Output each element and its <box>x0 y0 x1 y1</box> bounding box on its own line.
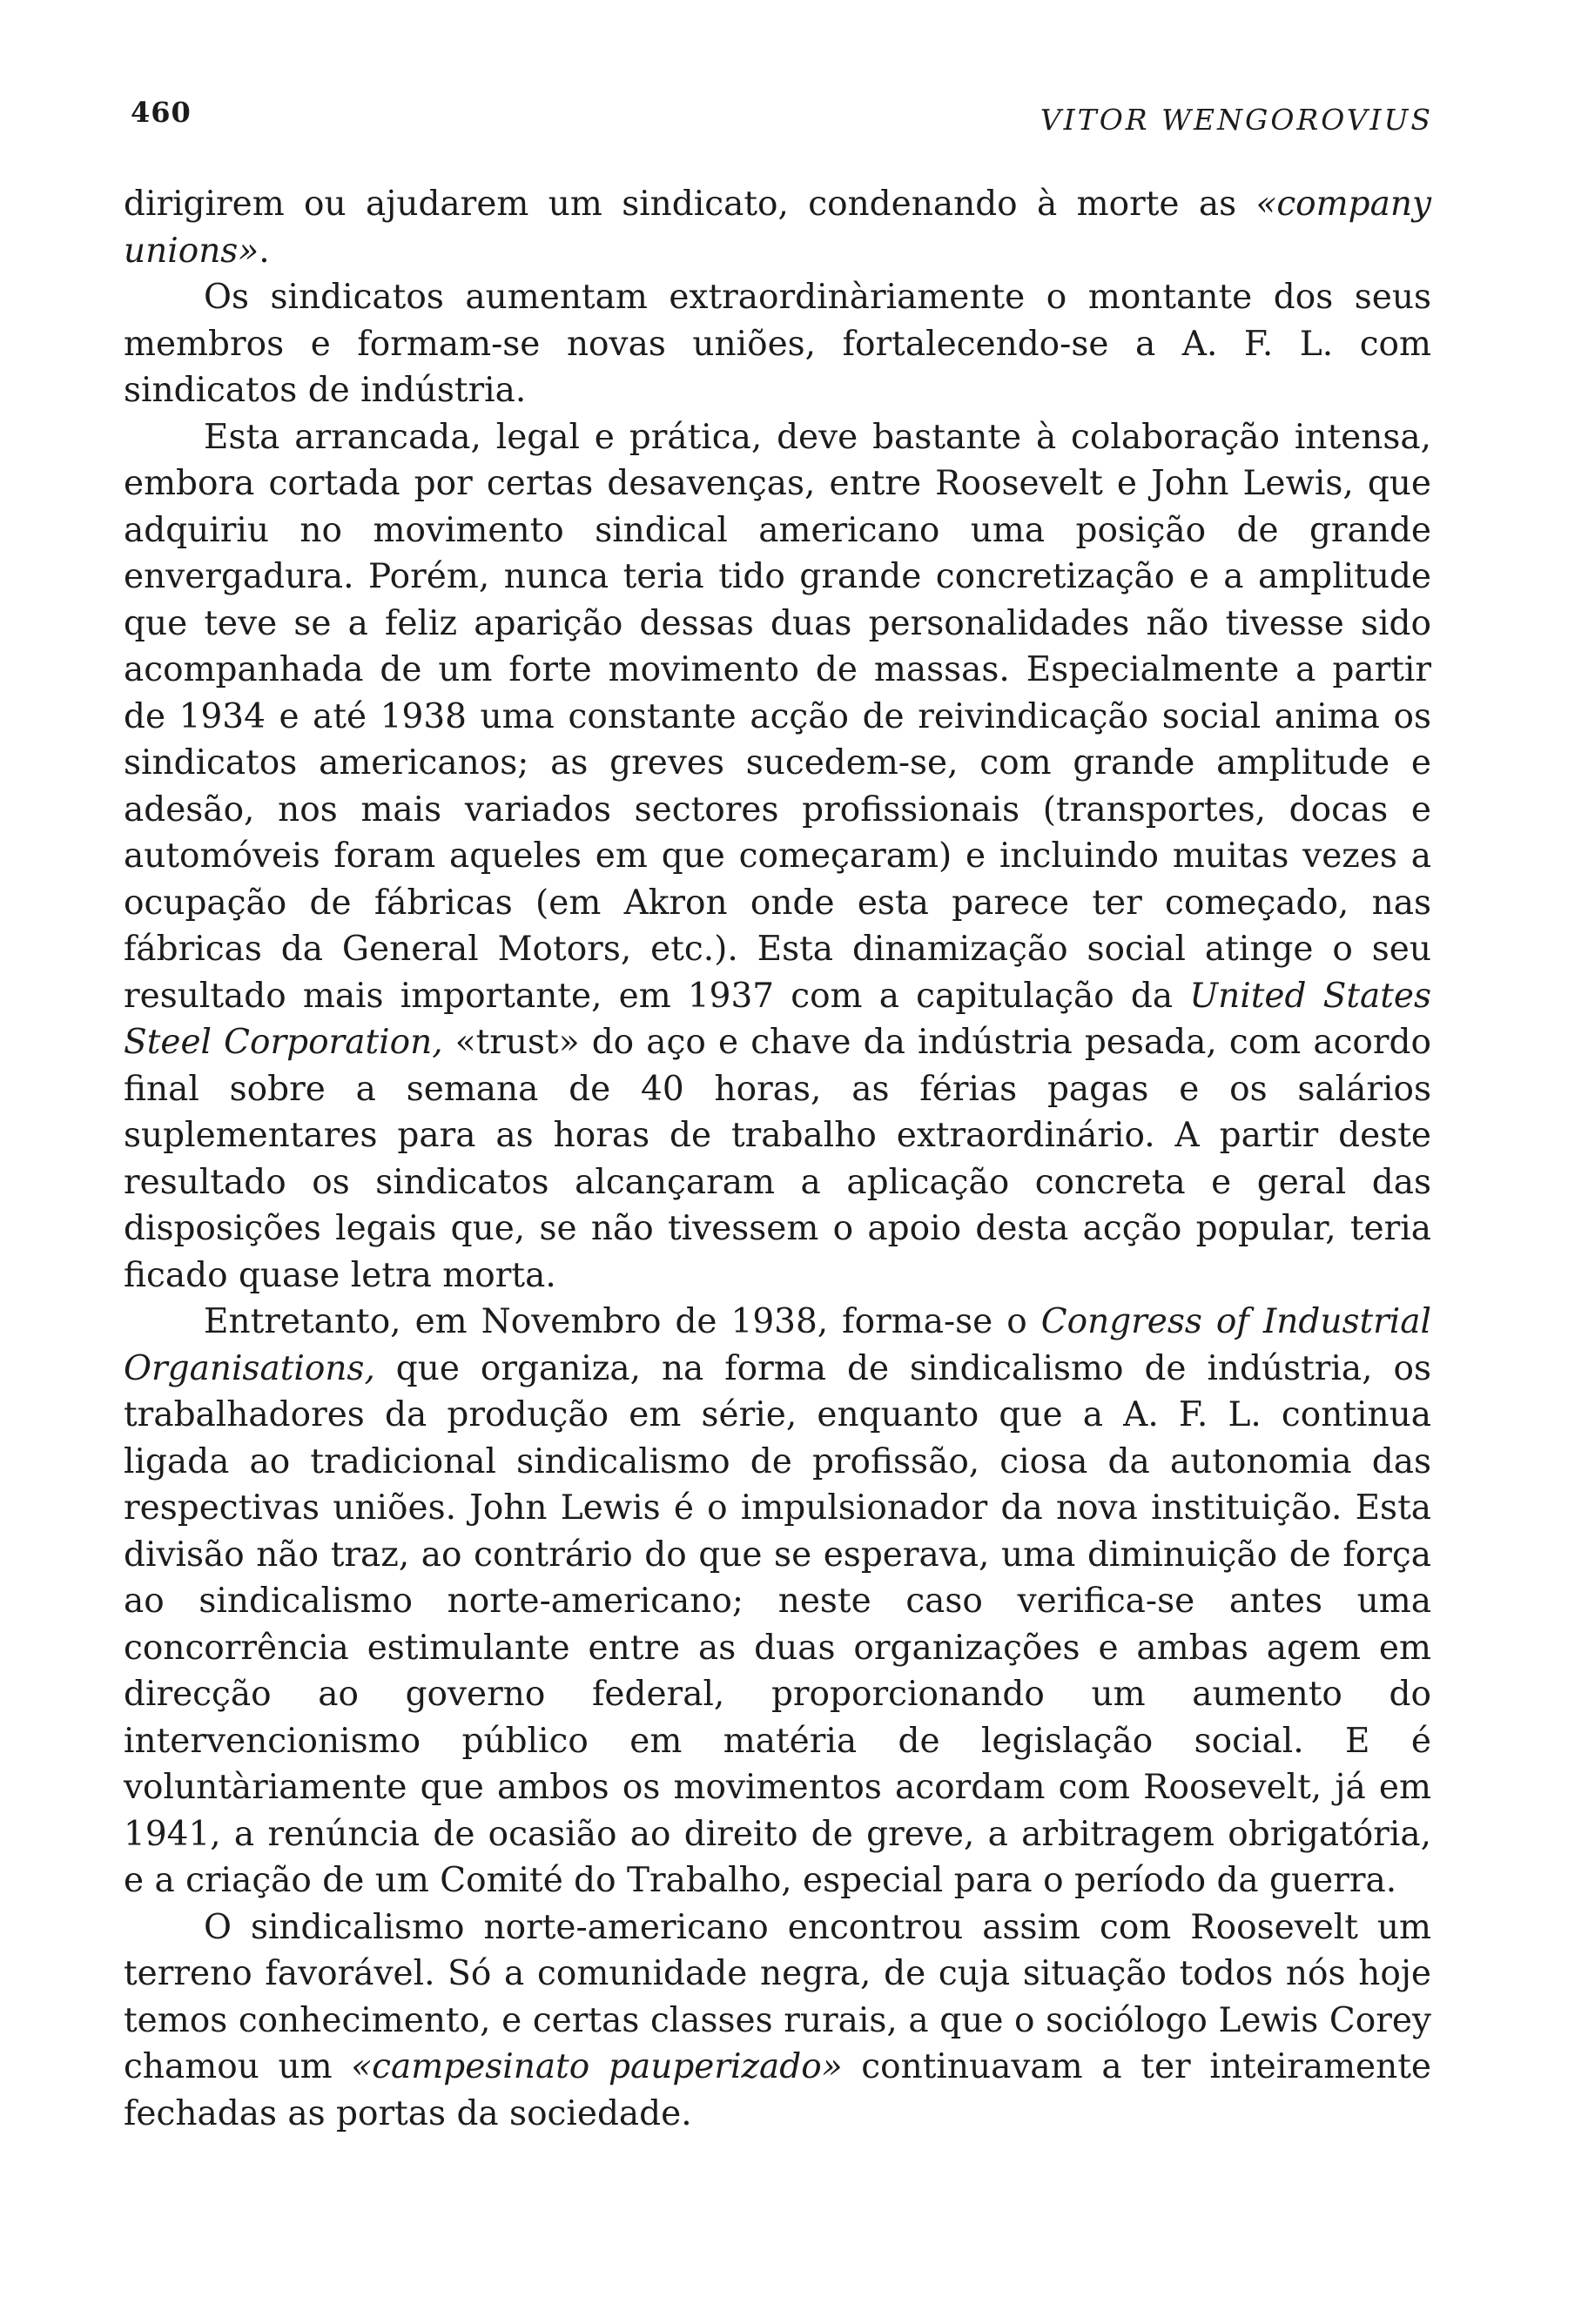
body-text <box>124 181 1431 2137</box>
paragraph-4 <box>124 1299 1431 1904</box>
text-segment-italic: «company unions» <box>124 185 1431 271</box>
text-segment: dirigirem ou ajudarem um sindicato, condenando à morte as <box>124 185 1256 224</box>
text-segment: O sindicalismo norte-americano encontrou assim com Roosevelt um terreno favorável. Só a comunidade negra, de cuja situação todos nós hoje temos conhecimento, e certas classes rurais, a que o sociólogo Lewis Corey chamou um <box>124 1907 1431 2086</box>
text-segment: que organiza, na forma de sindicalismo de indústria, os trabalhadores da produção em série, enquanto que a A. F. L. continua ligada ao tradicional sindicalismo de profissão, ciosa da autonomia das respectivas uniões. John Lewis é o impulsionador da nova instituição. Esta divisão não traz, ao contrário do que se esperava, uma diminuição de força ao sindicalismo norte-americano; neste caso verifica-se antes uma concorrência estimulante entre as duas organizações e ambas agem em direcção ao governo federal, proporcionando um aumento do intervencionismo público em matéria de legislação social. E é voluntàriamente que ambos os movimentos acordam com Roosevelt, já em 1941, a renúncia de ocasião ao direito de greve, a arbitragem obrigatória, e a criação de um Comité do Trabalho, especial para o período da guerra. <box>124 1348 1431 1900</box>
text-segment: continuavam a ter inteiramente fechadas as portas da sociedade. <box>124 2047 1432 2133</box>
text-segment: Esta arrancada, legal e prática, deve bastante à colaboração intensa, embora cortada por certas desavenças, entre Roosevelt e John Lewis, que adquiriu no movimento sindical americano uma posição de grande envergadura. Porém, nunca teria tido grande concretização e a amplitude que teve se a feliz aparição dessas duas personalidades não tivesse sido acompanhada de um forte movimento de massas. Especialmente a partir de 1934 e até 1938 uma constante acção de reivindicação social anima os sindicatos americanos; as greves sucedem-se, com grande amplitude e adesão, nos mais variados sectores profissionais (transportes, docas e automóveis foram aqueles em que começaram) e incluindo muitas vezes a ocupação de fábricas (em Akron onde esta parece ter começado, nas fábricas da General Motors, etc.). Esta dinamização social atinge o seu resultado mais importante, em 1937 com a capitulação da <box>124 417 1431 1016</box>
paragraph-1 <box>124 181 1431 274</box>
text-segment: Os sindicatos aumentam extraordinàriamente o montante dos seus membros e formam-se novas uniões, fortalecendo-se a A. F. L. com sindicatos de indústria. <box>124 278 1431 410</box>
page-number: 460 <box>131 96 192 129</box>
text-segment-italic: United States Steel Corporation, <box>124 976 1432 1062</box>
paragraph-5 <box>124 1904 1431 2138</box>
text-segment: . <box>259 231 270 271</box>
text-segment: «trust» do aço e chave da indústria pesada, com acordo final sobre a semana de 40 horas, as férias pagas e os salários suplementares para as horas de trabalho extraordinário. A partir deste resultado os sindicatos alcançaram a aplicação concreta e geral das disposições legais que, se não tivessem o apoio desta acção popular, teria ficado quase letra morta. <box>124 1023 1431 1295</box>
text-segment-italic: «campesinato pauperizado» <box>351 2047 843 2086</box>
paragraph-3 <box>124 414 1431 1300</box>
paragraph-2 <box>124 274 1431 414</box>
text-segment: Entretanto, em Novembro de 1938, forma-se o <box>204 1302 1041 1341</box>
text-segment-italic: Congress of Industrial Organisations, <box>124 1302 1431 1388</box>
running-head: VITOR WENGOROVIUS <box>1040 103 1433 137</box>
